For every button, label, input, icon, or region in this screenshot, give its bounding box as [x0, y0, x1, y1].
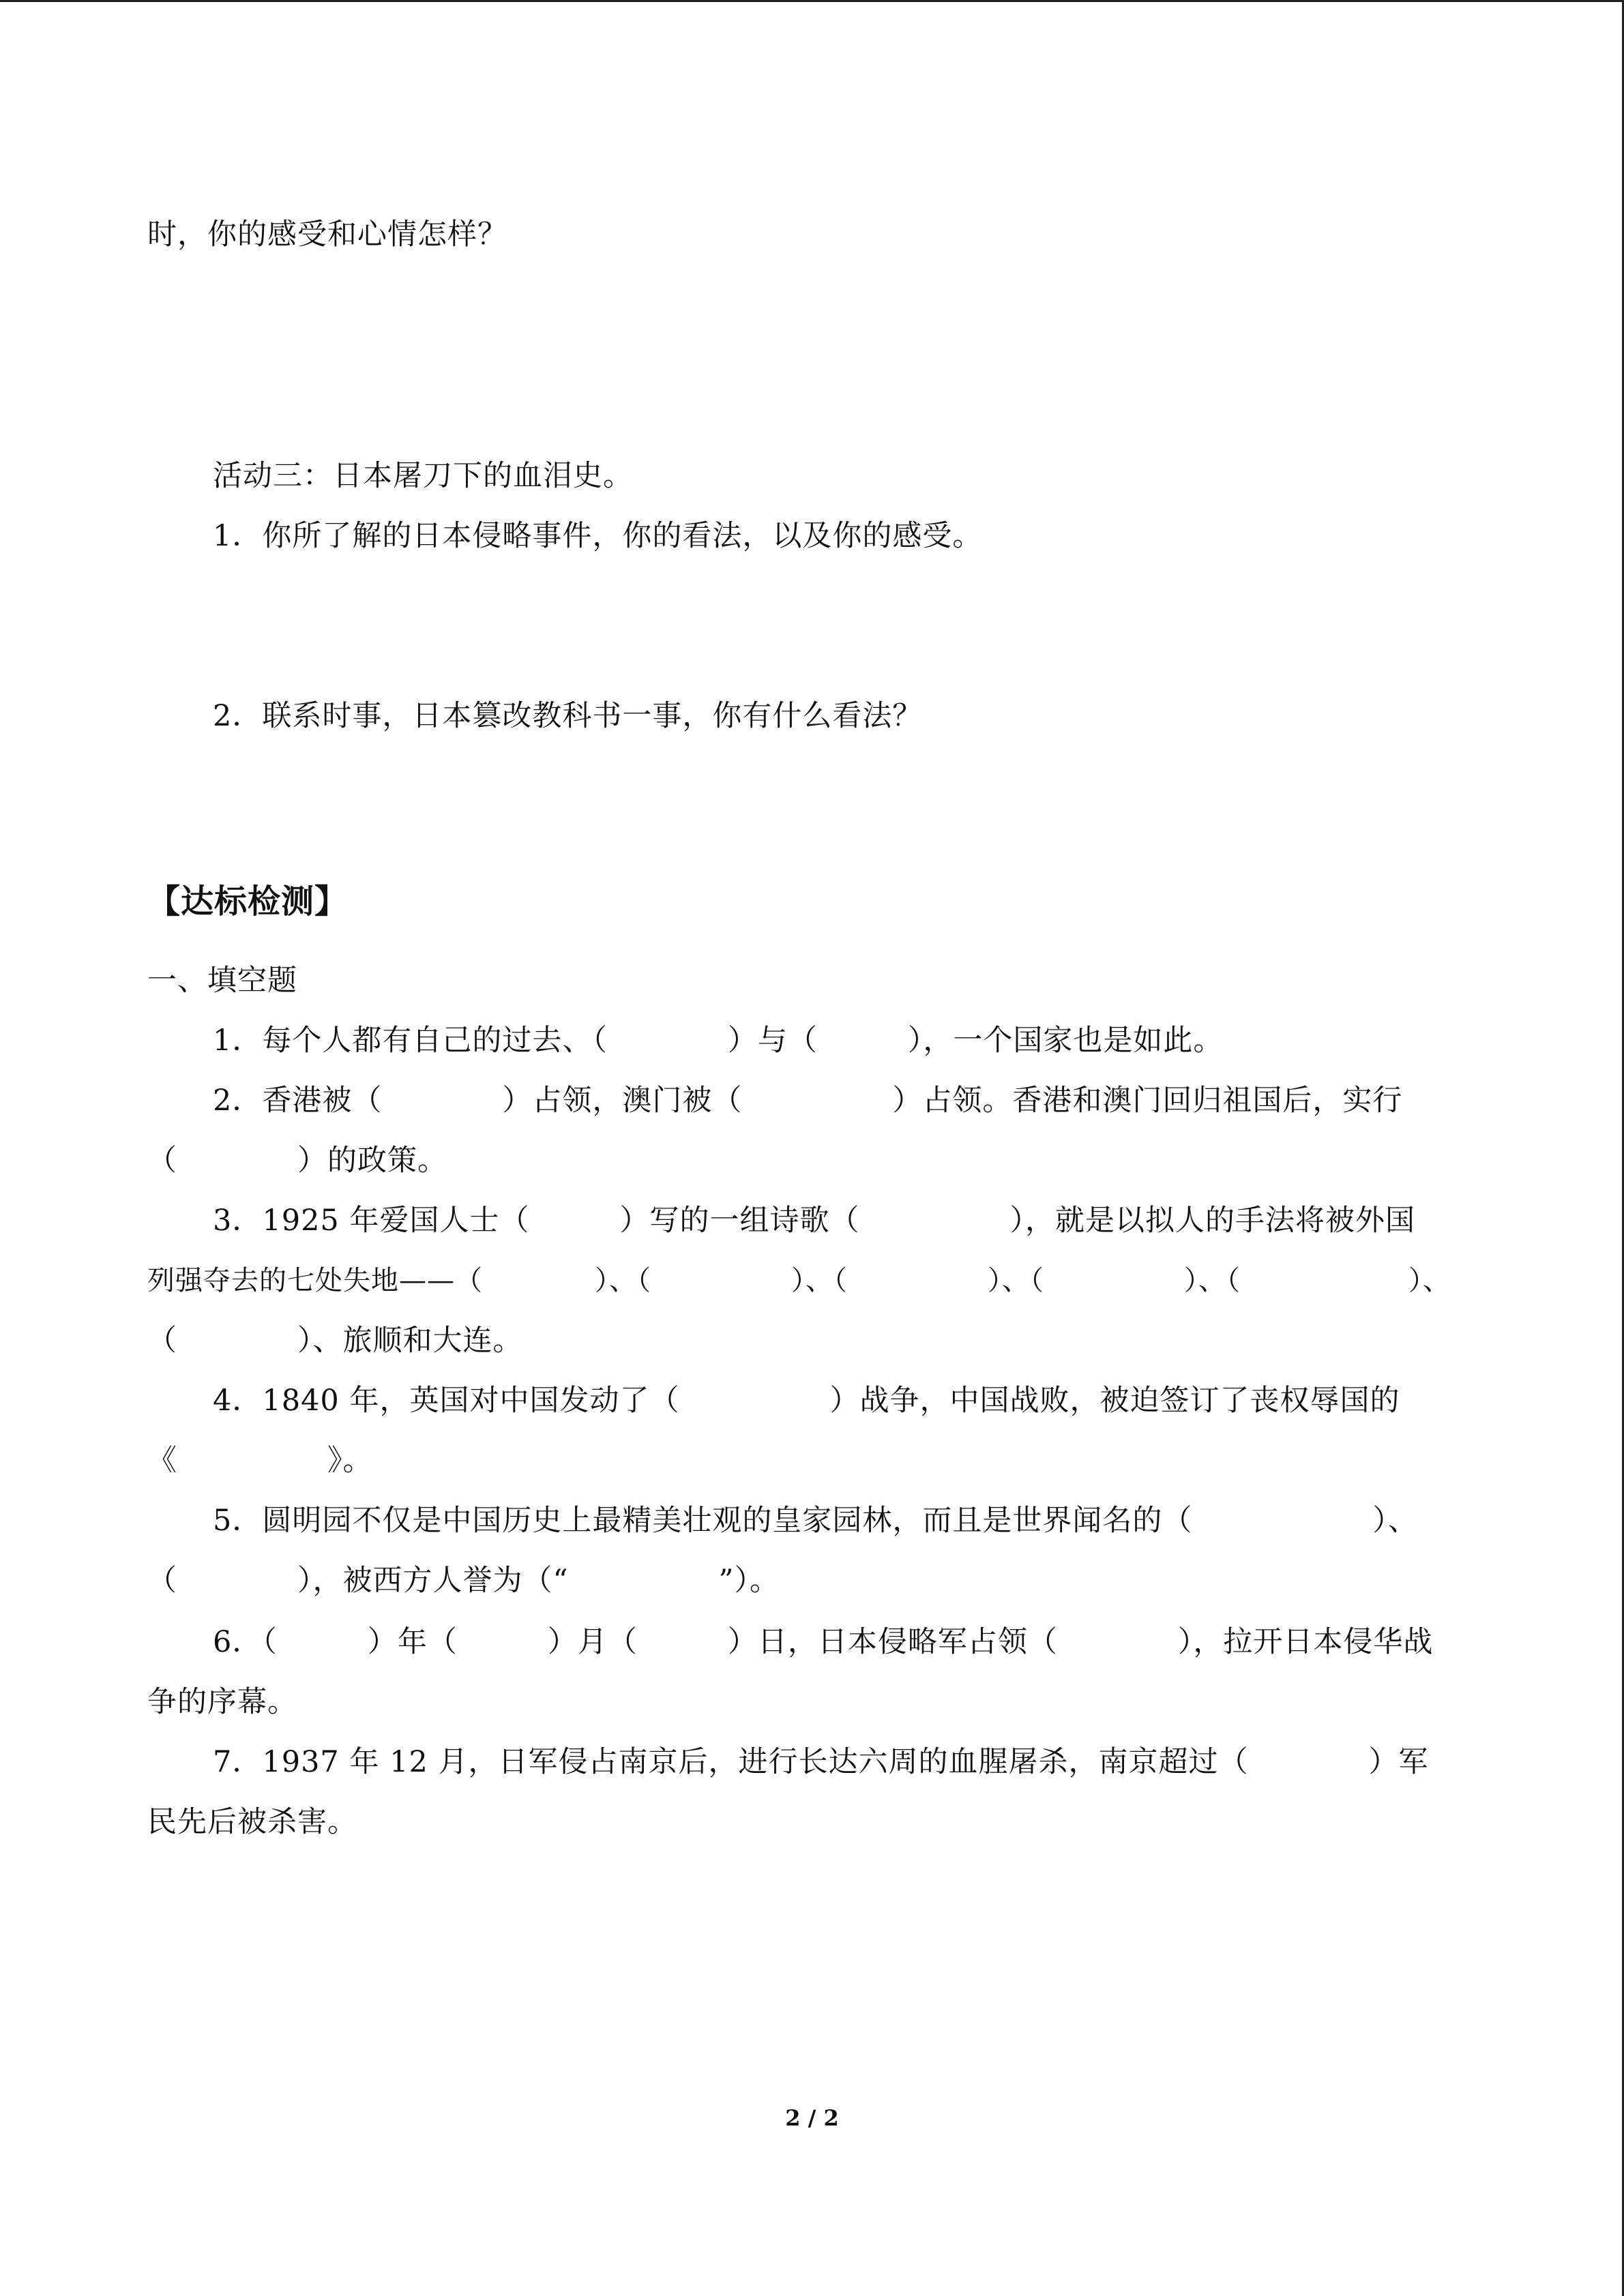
item-1-line-1: 1．每个人都有自己的过去、（ ）与（ ），一个国家也是如此。	[213, 1024, 1224, 1058]
item-5-line-2: （ ），被西方人誉为（“ ”）。	[147, 1564, 780, 1598]
item-6-line-2: 争的序幕。	[147, 1685, 297, 1719]
item-7-line-1: 7．1937 年 12 月，日军侵占南京后，进行长达六周的血腥屠杀，南京超过（ ）军	[213, 1745, 1429, 1779]
item-7-line-2: 民先后被杀害。	[147, 1805, 357, 1839]
page-border-top	[0, 0, 1624, 2]
item-4-line-1: 4．1840 年，英国对中国发动了（ ）战争，中国战败，被迫签订了丧权辱国的	[213, 1384, 1400, 1418]
item-5-line-1: 5．圆明园不仅是中国历史上最精美壮观的皇家园林，而且是世界闻名的（ ）、	[213, 1504, 1418, 1538]
item-2-line-1: 2．香港被（ ）占领，澳门被（ ）占领。香港和澳门回归祖国后，实行	[213, 1084, 1403, 1118]
intro-tail-text: 时，你的感受和心情怎样？	[147, 218, 507, 252]
section-fill-in-blank: 一、填空题	[147, 964, 297, 998]
item-3-line-3: （ ）、旅顺和大连。	[147, 1324, 523, 1358]
item-4-line-2: 《 》。	[147, 1444, 373, 1478]
assessment-heading: 【达标检测】	[147, 882, 349, 921]
page-number: 2 / 2	[785, 2105, 839, 2131]
activity3-question-2: 2．联系时事，日本篡改教科书一事，你有什么看法？	[213, 699, 923, 733]
item-2-line-2: （ ）的政策。	[147, 1144, 447, 1178]
activity3-title: 活动三：日本屠刀下的血泪史。	[213, 459, 633, 493]
item-3-line-1: 3．1925 年爱国人士（ ）写的一组诗歌（ ），就是以拟人的手法将被外国	[213, 1204, 1415, 1238]
item-6-line-1: 6．（ ）年（ ）月（ ）日，日本侵略军占领（ ），拉开日本侵华战	[213, 1625, 1434, 1659]
item-3-line-2: 列强夺去的七处失地——（ ）、（ ）、（ ）、（ ）、（ ）、	[147, 1265, 1451, 1296]
activity3-question-1: 1．你所了解的日本侵略事件，你的看法，以及你的感受。	[213, 519, 983, 553]
